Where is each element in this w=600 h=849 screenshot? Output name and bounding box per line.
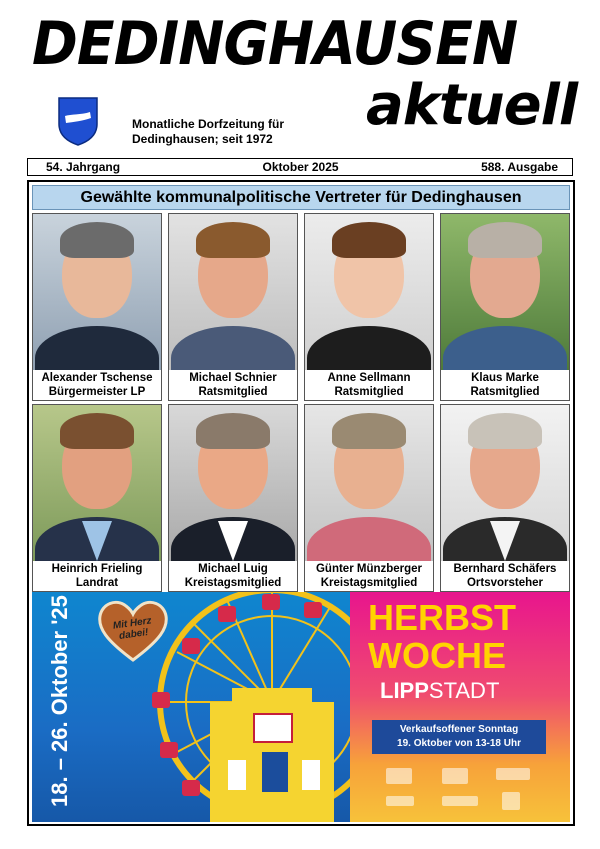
- sponsor-logo: [496, 768, 530, 780]
- issue-number: 588. Ausgabe: [481, 160, 558, 174]
- representative-role: Bürgermeister LP: [48, 386, 146, 398]
- representative-card: [304, 404, 434, 592]
- sponsor-logo: [502, 792, 520, 810]
- ferris-wheel-illustration: [32, 592, 350, 822]
- representative-name: Anne Sellmann: [327, 372, 411, 384]
- representative-role: Kreistagsmitglied: [320, 577, 418, 589]
- tagline-line2: Dedinghausen; seit 1972: [132, 132, 273, 146]
- masthead-subtitle: aktuell: [366, 73, 578, 138]
- representative-card: [32, 213, 162, 401]
- sunday-line1: Verkaufsoffener Sonntag: [399, 724, 519, 735]
- representative-role: Ratsmitglied: [198, 386, 268, 398]
- representative-card: [440, 213, 570, 401]
- ad-title-line1: HERBST: [368, 597, 517, 638]
- portrait-photo: [305, 214, 433, 370]
- heart-slogan: Mit Herz dabei!: [112, 615, 153, 642]
- portrait-photo: [169, 214, 297, 370]
- representative-name: Heinrich Frieling: [51, 563, 143, 575]
- representative-name: Alexander Tschense: [41, 372, 153, 384]
- representative-role: Landrat: [75, 577, 119, 589]
- ad-city-part1: LIPP: [380, 678, 429, 703]
- coat-of-arms-icon: [57, 96, 99, 146]
- representative-name: Klaus Marke: [471, 372, 539, 384]
- front-page-content: [27, 180, 575, 826]
- ad-city-part2: STADT: [428, 678, 500, 703]
- portrait-photo: [33, 405, 161, 561]
- portrait-photo: [305, 405, 433, 561]
- volume-label: 54. Jahrgang: [46, 160, 121, 174]
- representative-name: Michael Luig: [198, 563, 268, 575]
- masthead-title: DEDINGHAUSEN: [32, 9, 518, 79]
- representative-card: [168, 404, 298, 592]
- ad-ferris-wheel-panel: [32, 592, 350, 822]
- issue-date: Oktober 2025: [262, 160, 339, 174]
- representative-card: [168, 213, 298, 401]
- representative-role: Ratsmitglied: [470, 386, 540, 398]
- herbstwoche-advertisement: [32, 592, 570, 822]
- representative-card: [304, 213, 434, 401]
- representative-role: Ratsmitglied: [334, 386, 404, 398]
- representative-name: Michael Schnier: [189, 372, 277, 384]
- sponsor-logo: [386, 768, 412, 784]
- tagline-line1: Monatliche Dorfzeitung für: [132, 117, 284, 131]
- ad-dates: 18. – 26. Oktober '25: [47, 595, 72, 807]
- representative-role: Kreistagsmitglied: [184, 577, 282, 589]
- ad-herbstwoche-panel: [350, 592, 570, 822]
- representative-card: [440, 404, 570, 592]
- portrait-photo: [441, 214, 569, 370]
- issue-info-bar: [27, 158, 573, 176]
- representative-name: Bernhard Schäfers: [453, 563, 557, 575]
- sponsor-logo: [442, 768, 468, 784]
- shopping-sunday-box: [372, 720, 546, 754]
- sponsor-logo: [442, 796, 478, 806]
- sponsor-logo: [386, 796, 414, 806]
- sunday-line2: 19. Oktober von 13-18 Uhr: [397, 738, 521, 749]
- representatives-grid: [32, 213, 570, 592]
- headline: Gewählte kommunalpolitische Vertreter für Dedinghausen: [32, 185, 570, 210]
- portrait-photo: [169, 405, 297, 561]
- ad-title-line2: WOCHE: [368, 635, 506, 676]
- representative-card: [32, 404, 162, 592]
- portrait-photo: [33, 214, 161, 370]
- tagline: [132, 117, 284, 147]
- ad-city: [380, 678, 499, 704]
- representative-role: Ortsvorsteher: [466, 577, 544, 589]
- portrait-photo: [441, 405, 569, 561]
- representative-name: Günter Münzberger: [315, 563, 423, 575]
